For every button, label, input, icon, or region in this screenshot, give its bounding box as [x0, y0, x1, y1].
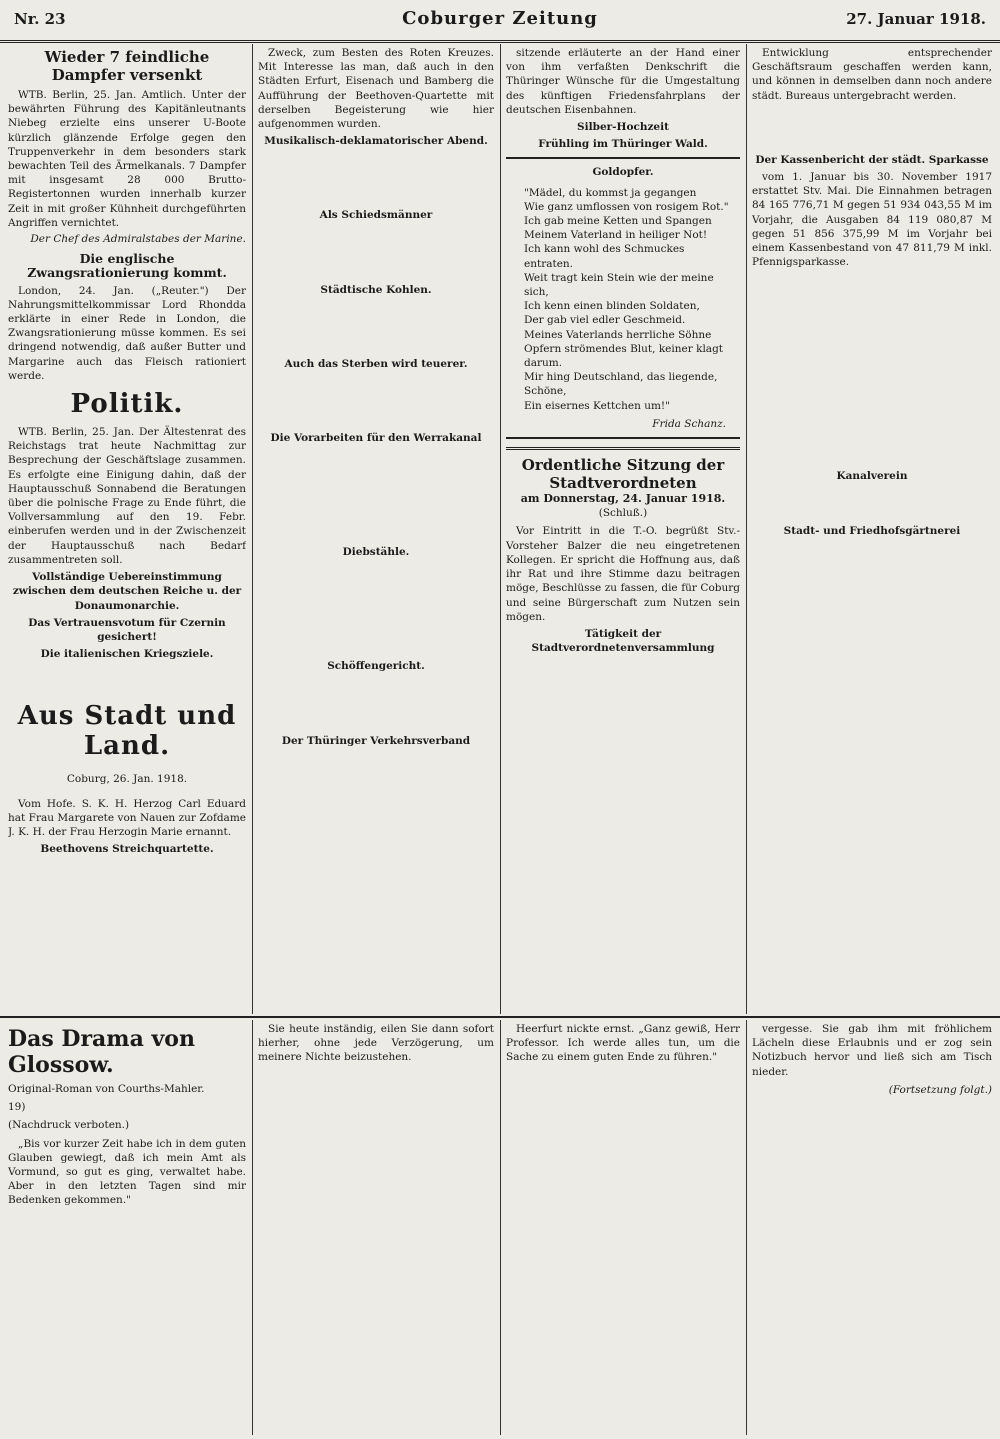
council-session-date: am Donnerstag, 24. Januar 1918. — [520, 492, 726, 506]
subheading: Diebstähle. — [342, 546, 410, 559]
continued-note: (Fortsetzung folgt.) — [888, 1083, 992, 1096]
subheading: Das Vertrauensvotum für Czernin gesichert! — [28, 616, 226, 643]
column-7 — [506, 1022, 740, 1434]
novel-paragraph: Heerfurt nickte ernst. „Ganz gewiß, Herr Professor. Ich werde alles tun, um die Sache zu einem guten Ende zu führen." — [506, 1023, 740, 1064]
council-session-heading: Ordentliche Sitzung der Stadtverordneten — [506, 447, 740, 492]
article-paragraph: sitzende erläuterte an der Hand einer von ihm verfaßten Denkschrift die Thüringer Wünsche für die Umgestaltung des künftigen Friedensfahrplans der deutschen Eisenbahnen. — [506, 47, 740, 116]
column-2 — [258, 46, 494, 1012]
poem-line: Weit tragt kein Stein wie der meine sich, — [524, 271, 714, 299]
subheading: Vollständige Uebereinstimmung zwischen dem deutschen Reiche u. der Donaumonarchie. — [12, 571, 242, 612]
issue-number: Nr. 23 — [14, 10, 66, 28]
subheading: Musikalisch-deklamatorischer Abend. — [264, 135, 488, 148]
article-signature: Der Chef des Admiralstabes der Marine. — [30, 233, 246, 246]
column-rule — [746, 44, 747, 1014]
council-session-note: (Schluß.) — [598, 507, 648, 520]
article-paragraph: London, 24. Jan. („Reuter.") Der Nahrungsmittelkommissar Lord Rhondda erklärte in einer Rede in London, die Zwangsrationierung müsse kommen. Es sei dringend notwendig, daß außer Butter und Margarine auch das Fleisch rationiert werde. — [8, 284, 246, 382]
column-8 — [752, 1022, 992, 1434]
subheading: Die Vorarbeiten für den Werrakanal — [270, 432, 482, 445]
novel-chapter: 19) — [8, 1101, 26, 1114]
novel-paragraph: Sie heute inständig, eilen Sie dann sofort hierher, ohne jede Verzögerung, um meinere Nichte beizustehen. — [258, 1023, 494, 1064]
column-6 — [258, 1022, 494, 1434]
novel-title: Das Drama von Glossow. — [8, 1026, 195, 1078]
issue-date: 27. Januar 1918. — [846, 10, 986, 28]
column-rule — [252, 44, 253, 1014]
poem-title: Goldopfer. — [592, 166, 654, 179]
poem-line: Ich kenn einen blinden Soldaten, — [524, 300, 700, 313]
poem-line: Opfern strömendes Blut, keiner klagt darum. — [524, 342, 724, 370]
column-3 — [506, 46, 740, 1012]
column-4 — [752, 46, 992, 1012]
subheading: Stadt- und Friedhofsgärtnerei — [783, 524, 961, 537]
subheading: Frühling im Thüringer Wald. — [538, 138, 708, 151]
column-5 — [8, 1022, 246, 1434]
column-rule — [746, 1020, 747, 1435]
novel-paragraph: vergesse. Sie gab ihm mit fröhlichem Lächeln diese Erlaubnis und er zog sein Notizbuch hervor und ließ sich am Tisch nieder. — [752, 1023, 992, 1078]
subheading: Die italienischen Kriegsziele. — [40, 648, 214, 661]
poem-line: Der gab viel edler Geschmeid. — [524, 314, 686, 327]
subheading: Städtische Kohlen. — [320, 283, 432, 296]
article-paragraph: Zweck, zum Besten des Roten Kreuzes. Mit Interesse las man, daß auch in den Städten Erfurt, Eisenach und Bamberg die Aufführung der Beethoven-Quartette mit derselben Begeisterung wie hier aufgenommen wurden. — [258, 47, 494, 131]
article-paragraph: Vom Hofe. S. K. H. Herzog Carl Eduard hat Frau Margarete von Nauen zur Zofdame J. K. H. der Frau Herzogin Marie ernannt. — [8, 797, 246, 838]
subheading: Der Thüringer Verkehrsverband — [281, 734, 471, 747]
subheading: Der Kassenbericht der städt. Sparkasse — [755, 153, 989, 166]
newspaper-title: Coburger Zeitung — [402, 8, 598, 29]
subheading: Die englische Zwangsrationierung kommt. — [27, 251, 227, 281]
poem-line: "Mädel, du kommst ja gegangen — [524, 186, 697, 199]
section-heading-stadt: Aus Stadt und Land. — [17, 701, 237, 762]
dateline: Coburg, 26. Jan. 1918. — [66, 772, 188, 785]
poem-box — [506, 157, 740, 439]
poem-line: Meines Vaterlands herrliche Söhne — [524, 328, 712, 341]
poem-line: Ich gab meine Ketten und Spangen — [524, 215, 712, 228]
article-paragraph: WTB. Berlin, 25. Jan. Amtlich. Unter der bewährten Führung des Kapitänleutnants Niebeg erzielte eins unserer U-Boote kürzlich glänzende Erfolge gegen den Truppenverkehr in dem besonders stark bewachten Teil des Ärmelkanals. 7 Dampfer mit insgesamt 28 000 Brutto-Registertonnen wurden innerhalb kurzer Zeit in mit großer Kühnheit durchgeführten Angriffen vernichtet. — [8, 89, 246, 229]
subheading: Silber-Hochzeit — [577, 121, 669, 134]
poem-line: Ein eisernes Kettchen um!" — [524, 399, 670, 412]
article-paragraph: WTB. Berlin, 25. Jan. Der Ältestenrat des Reichstags trat heute Nachmittag zur Besprechung der Geschäftslage zusammen. Es erfolgte eine Einigung dahin, daß der Hauptausschuß Sonnabend die Beratungen über die polnische Frage zu Ende führt, die Vollversammlung auf den 19. Febr. einberufen werden und in der Zwischenzeit der Hauptausschuß nach Bedarf zusammentreten soll. — [8, 426, 246, 566]
column-rule — [252, 1020, 253, 1435]
poem-line: Ich kann wohl des Schmuckes entraten. — [524, 243, 685, 270]
poem-author: Frida Schanz. — [652, 417, 726, 430]
poem-line: Mir hing Deutschland, das liegende, Schöne, — [524, 371, 718, 398]
subheading: Tätigkeit der Stadtverordnetenversammlung — [531, 627, 715, 655]
novel-paragraph: „Bis vor kurzer Zeit habe ich in dem guten Glauben gewiegt, daß ich mein Amt als Vormund, so gut es ging, verwaltet habe. Aber in den letzten Tagen sind mir Bedenken gekommen." — [8, 1137, 246, 1207]
masthead — [0, 0, 1000, 43]
article-paragraph: Vor Eintritt in die T.-O. begrüßt Stv.-Vorsteher Balzer die neu eingetretenen Kollegen. Er spricht die Hoffnung aus, daß ihr Rat und ihre Stimme dazu beitragen möge, Beschlüsse zu fassen, die für Coburg und seine Bürgerschaft zum Nutzen sein mögen. — [506, 525, 740, 623]
subheading: Schöffengericht. — [327, 660, 425, 673]
column-rule — [500, 1020, 501, 1435]
column-1 — [8, 46, 246, 1012]
subheading: Auch das Sterben wird teuerer. — [284, 357, 468, 370]
subheading: Kanalverein — [836, 470, 908, 483]
section-heading-politik: Politik. — [70, 389, 184, 420]
subheading: Als Schiedsmänner — [319, 209, 433, 222]
poem-line: Wie ganz umflossen von rosigem Rot." — [524, 200, 729, 213]
article-paragraph: vom 1. Januar bis 30. November 1917 erstattet Stv. Mai. Die Einnahmen betragen 84 165 776,71 M gegen 51 934 043,55 M im Vorjahr, die Ausgaben 84 119 080,87 M gegen 51 856 375,99 M im Vorjahr bei einem Kassenbestand von 47 811,79 M inkl. Pfennigsparkasse. — [752, 171, 992, 269]
column-rule — [500, 44, 501, 1014]
headline-submarine: Wieder 7 feindliche Dampfer versenkt — [44, 48, 210, 84]
poem-line: Meinem Vaterland in heiliger Not! — [524, 229, 708, 242]
subheading: Beethovens Streichquartette. — [40, 843, 214, 856]
novel-subtitle: Original-Roman von Courths-Mahler. — [8, 1083, 205, 1095]
article-paragraph: Entwicklung entsprechender Geschäftsraum geschaffen werden kann, und können in demselben dann noch andere städt. Bureaus untergebracht werden. — [752, 47, 992, 102]
novel-rights: (Nachdruck verboten.) — [8, 1119, 130, 1132]
feuilleton-divider — [0, 1016, 1000, 1018]
